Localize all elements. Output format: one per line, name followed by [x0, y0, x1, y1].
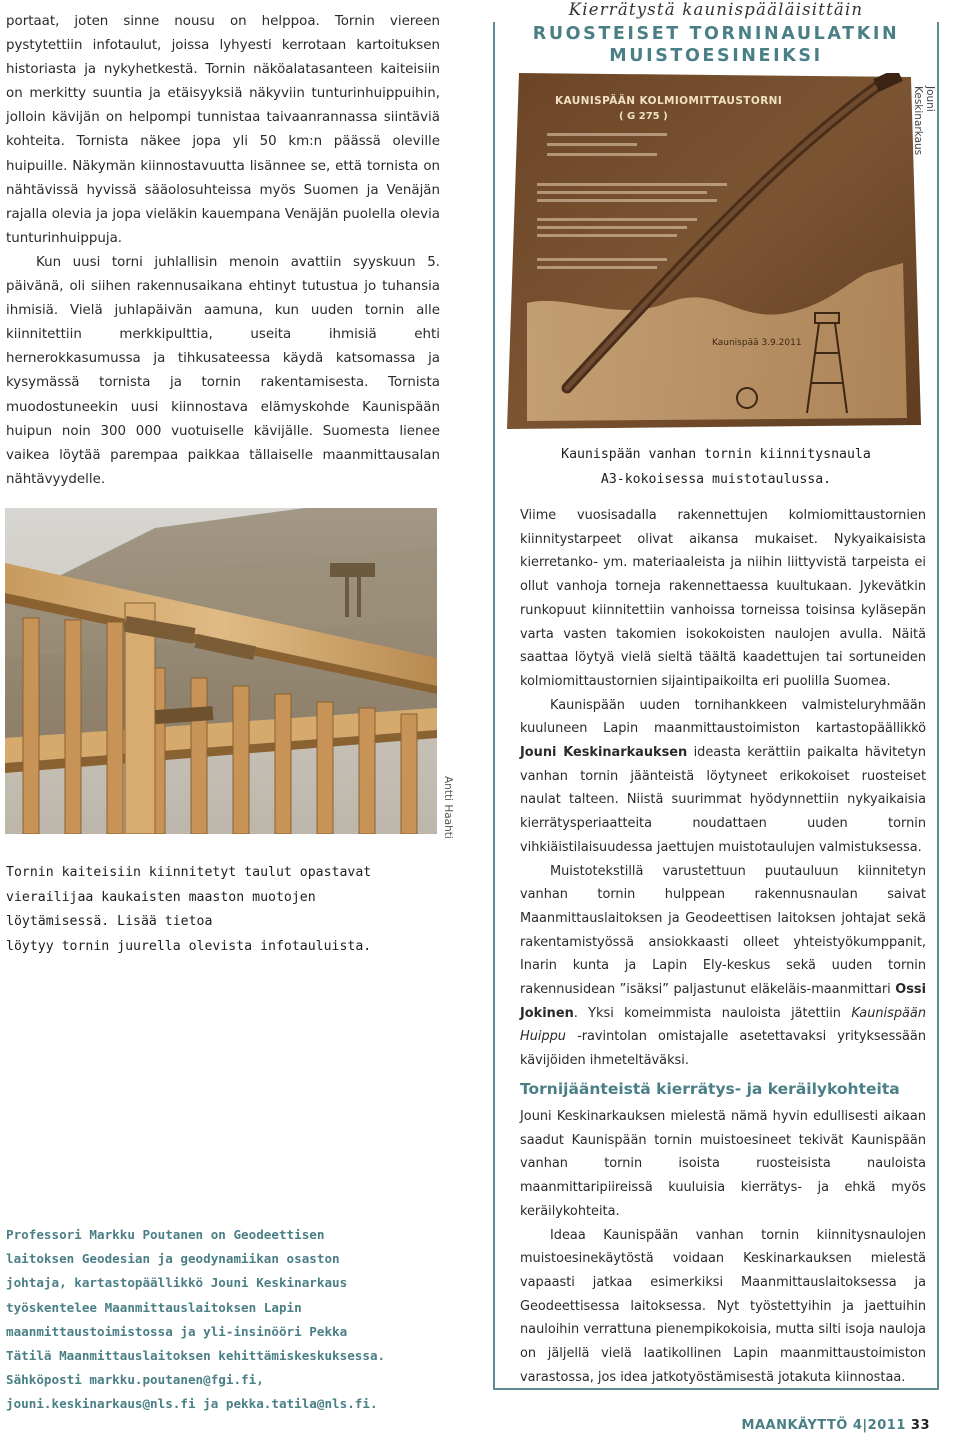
sidebar-para-3-text-e: -ravintolan omistajalle asetettavaksi yrityksessään kävijöiden ihmeteltäväksi.: [520, 1029, 926, 1069]
sidebar-para-3-restaurant: Kaunispään Huippu: [520, 1005, 926, 1045]
page-footer: [720, 1418, 930, 1433]
left-caption-line-2: vierailijaa kaukaisten maaston muotojen: [6, 889, 316, 905]
sidebar-body-2: [520, 1105, 926, 1389]
left-paragraph-1: portaat, joten sinne nousu on helppoa. Tornin viereen pystytettiin infotaulut, joissa lyhyesti kerrotaan kartoituksen historiasta ja nykyhetkestä. Tornin näköalatasanteen kaiteisiin on merkitty suuntia ja etäisyyksiä näkyviin tunturinhuippuihin, jolloin kävijän on helpompi tunnistaa taivaanrannassa siintäviä kohteita. Tornista näkee jopa yli 50 km:n päässä oleville huipuille. Näkymän kiinnostavuutta lisännee se, että tornista on nähtävissä hyvissä sääolosuhteissa myös Suomen ja Venäjän rajalla olevia ja jopa vieläkin kauempana Venäjän puolella olevia tunturinhuippuja.: [6, 14, 440, 246]
left-caption-line-4: löytyy tornin juurella olevista infotauluista.: [6, 938, 372, 954]
sidebar-subheading: Tornijäänteistä kierrätys- ja keräilykohteita: [520, 1080, 900, 1098]
left-photo-caption: [6, 861, 446, 959]
railing-photo-drawing: [5, 508, 437, 834]
plaque-caption: [493, 443, 939, 492]
plaque-code: ( G 275 ): [619, 111, 668, 122]
sidebar-title-line-2: MUISTOESINEIKSI: [609, 46, 823, 66]
plaque-caption-line-1: Kaunispään vanhan tornin kiinnitysnaula: [561, 447, 871, 462]
sidebar-kicker: Kierrätystä kaunispääläisittäin: [568, 0, 864, 19]
plaque-date: Kaunispää 3.9.2011: [712, 338, 802, 348]
plaque-photo: [507, 73, 921, 433]
left-caption-line-3: löytämisessä. Lisää tietoa: [6, 914, 213, 929]
left-caption-line-1: Tornin kaiteisiin kiinnitetyt taulut opastavat: [6, 865, 372, 880]
sidebar-para-1: Viime vuosisadalla rakennettujen kolmiomittaustornien kiinnitystarpeet olivat aikansa mukaiset. Nykyaikaisista kierretanko- ym. materiaaleista ja niihin liittyvistä tarpeista ei ollut vanhoja torneja rakennettaessa kuultukaan. Jykevätkin runkopuut kiinnitettiin vanhoissa torneissa toisinsa kyläsepän varta vasten takomien isokokoisten naulojen avulla. Näitä saattaa löytyä vielä sieltä täältä kaadettujen tai sortuneiden kolmiomittaustornien sijaintipaikoilta eri puolilla Suomea.: [520, 508, 926, 689]
sidebar-para-2-text-c: ideasta kerättiin paikalta hävitetyn vanhan tornin jäänteistä löytyneet erikokoiset ruosteiset naulat talteen. Niistä suurimmat hyödynnettiin nykyaikaisia kierrätysperiaatteita noudattaen uuden tornin vihkiäistilaisuudessa jaettujen muistotaulujen valmistuksessa.: [520, 745, 926, 855]
sidebar-para-3-text-c: . Yksi komeimmista nauloista jätettiin: [573, 1005, 852, 1021]
sidebar-body2-para-1: Jouni Keskinarkauksen mielestä nämä hyvin edullisesti aikaan saadut Kaunispään tornin muistoesineet tekivät Kaunispään vanhan tornin isoista ruosteisista nauloista maanmittaripiireissä kuuluisia kierrätys- ja ehkä myös keräilykohteita.: [520, 1109, 926, 1219]
sidebar-body2-para-2: Ideaa Kaunispään vanhan tornin kiinnitysnaulojen muistoesinekäytöstä voidaan Keskinarkauksen mielestä vapaasti jatkaa esimerkiksi Maanmittauslaitoksessa ja Geodeettisessa laitoksessa. Nyt työstettyihin ja jaettuihin nauloihin verrattuna pienempikokoisia, mutta silti isoja nauloja on jäljellä vielä laatikollinen Lapin maanmittaustoimiston varastossa, jos idea jatkotyöstämisestä jotakuta kiinnostaa.: [520, 1227, 926, 1385]
left-paragraph-2: Kun uusi torni juhlallisin menoin avattiin syyskuun 5. päivänä, oli siihen rakennusaikana ehtinyt tutustua jo tuhansia ihmisiä. Vielä juhlapäivän aamuna, kun uuden tornin alle kiinnitettiin merkkipulttia, useita ihmisiä ehti hernerokkasumussa ja tihkusateessa käydä katsomassa ja kysymässä tornista ja tornin rakentamisesta. Tornista muodostuneekin uusi kiinnostava elämyskohde Kaunispään huipun noin 300 000 vuotuiselle kävijälle. Suomesta lienee vaikea löytää parempaa paikkaa tällaiselle maanmittausalan nähtävyydelle.: [6, 254, 440, 487]
author-bio: Professori Markku Poutanen on Geodeettisen laitoksen Geodesian ja geodynamiikan osaston johtaja, kartastopäällikkö Jouni Keskinarkaus työskentelee Maanmittauslaitoksen Lapin maanmittaustoimistossa ja yli-insinööri Pekka Tätilä Maanmittauslaitoksen kehittämiskeskuksessa. Sähköposti markku.poutanen@fgi.fi, jouni.keskinarkaus@nls.fi ja pekka.tatila@nls.fi.: [6, 1227, 386, 1412]
sidebar-title: [493, 23, 939, 67]
plaque-caption-line-2: A3-kokoisessa muistotaulussa.: [600, 471, 832, 487]
plaque-title: KAUNISPÄÄN KOLMIOMITTAUSTORNI: [555, 95, 783, 107]
footer-page-number: 33: [910, 1418, 930, 1433]
sidebar-para-2: [520, 694, 926, 860]
footer-magazine: MAANKÄYTTÖ 4|2011: [741, 1418, 906, 1433]
sidebar-para-3: [520, 860, 926, 1073]
sidebar-para-2-name: Jouni Keskinarkauksen: [520, 745, 688, 761]
sidebar-para-2-text-a: Kaunispään uuden tornihankkeen valmisteluryhmään kuuluneen Lapin maanmittaustoimiston kartastopäällikkö: [520, 697, 926, 737]
left-top-article-text: [6, 10, 440, 492]
sidebar-para-3-name: Ossi Jokinen: [520, 982, 926, 1021]
left-photo-credit: Antti Haahti: [442, 776, 454, 839]
sidebar-body-1: [520, 504, 926, 1073]
sidebar-title-line-1: RUOSTEISET TORNINAULATKIN: [532, 24, 900, 44]
plaque-drawing: [507, 73, 921, 433]
tower-railing-photo: [5, 508, 437, 834]
plaque-photo-credit: Jouni Keskinarkaus: [912, 86, 936, 156]
sidebar-para-3-text-a: Muistotekstillä varustettuun puutauluun kiinnitetyn vanhan tornin hulppean rakennusnaulan saivat Maanmittauslaitoksen ja Geodeettisen laitoksen johtajat sekä rakentamistyössä ansiokkaasti olleet yhteistyökumppanit, Inarin kunta ja Lapin Ely-keskus sekä uuden tornin rakennusidean ”isäksi” paljastunut eläkeläis-maanmittari: [520, 863, 926, 998]
